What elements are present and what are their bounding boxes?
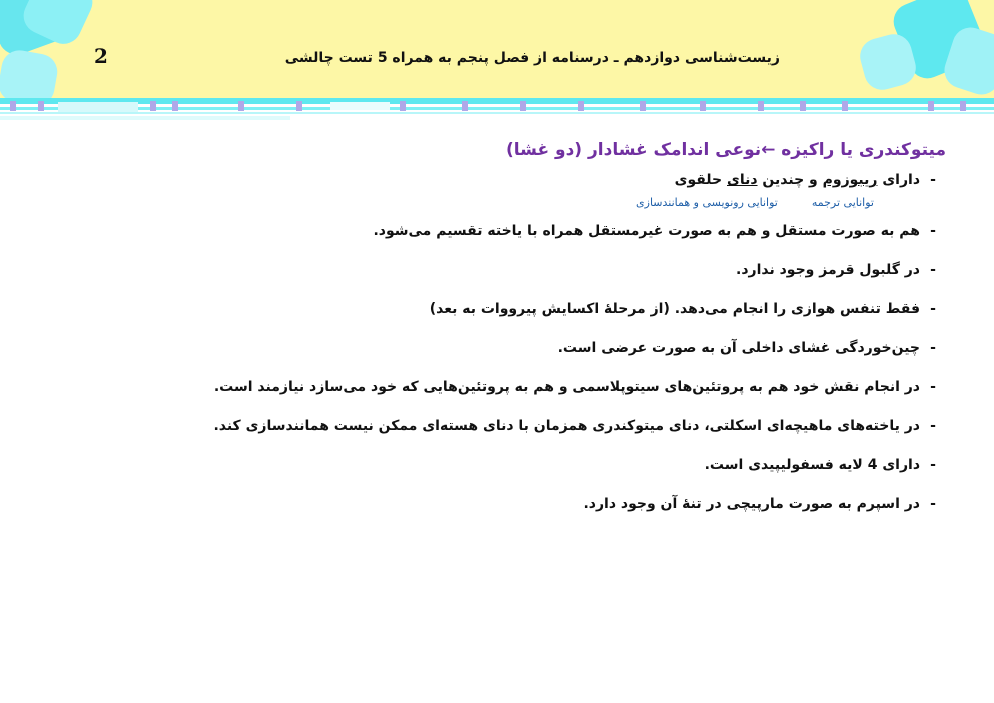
bullet-text: دارای ریبوزوم و چندین دنای حلقوی (674, 172, 920, 188)
header-banner (0, 0, 994, 100)
bullet-text: در اسپرم به صورت مارپیچی در تنهٔ آن وجود دارد. (583, 496, 920, 512)
bullet-dash: - (930, 301, 936, 317)
page-number: 2 (94, 44, 108, 68)
list-item (46, 377, 946, 397)
note-ribosome: توانایی ترجمه (811, 196, 874, 209)
bullet-text: چین‌خوردگی غشای داخلی آن به صورت عرضی است. (557, 340, 920, 356)
list-item (46, 221, 946, 241)
bullet-text: هم به صورت مستقل و هم به صورت غیرمستقل همراه با یاخته تقسیم می‌شود. (373, 223, 920, 239)
annotation-notes (46, 196, 874, 209)
note-dna: توانایی رونویسی و همانندسازی (636, 196, 778, 209)
dna-term: دنای (727, 172, 758, 188)
bullet-dash: - (930, 340, 936, 356)
list-item (46, 299, 946, 319)
list-item (46, 416, 946, 436)
list-item (46, 338, 946, 358)
main-content (46, 140, 946, 514)
list-item (46, 455, 946, 475)
bullet-text: در یاخته‌های ماهیچه‌ای اسکلتی، دنای میتوکندری همزمان با دنای هسته‌ای ممکن نیست همانندسازی کند. (213, 418, 920, 434)
bullet-dash: - (930, 496, 936, 512)
list-item (46, 494, 946, 514)
bullet-text: در انجام نقش خود هم به پروتئین‌های سیتوپلاسمی و هم به پروتئین‌هایی که خود می‌سازد نیازمند است. (213, 379, 920, 395)
bullet-list-rest (46, 221, 946, 514)
bullet-dash: - (930, 418, 936, 434)
page-title: زیست‌شناسی دوازدهم ـ درسنامه از فصل پنجم به همراه 5 تست چالشی (284, 50, 780, 66)
ribosome-term: ریبوزوم (822, 172, 878, 188)
bullet-dash: - (930, 379, 936, 395)
decorative-square-left-3 (0, 48, 60, 100)
bullet-dash: - (930, 457, 936, 473)
bullet-text: در گلبول قرمز وجود ندارد. (736, 262, 920, 278)
bullet-text: دارای 4 لایه فسفولیپیدی است. (704, 457, 920, 473)
bullet-text: فقط تنفس هوازی را انجام می‌دهد. (از مرحلهٔ اکسایش پیرووات به بعد) (429, 301, 920, 317)
bullet-list (46, 170, 946, 190)
bullet-dash: - (930, 172, 936, 188)
section-title: میتوکندری یا راکیزه ←نوعی اندامک غشادار (دو غشا) (506, 140, 946, 160)
bullet-dash: - (930, 262, 936, 278)
list-item (46, 260, 946, 280)
list-item (46, 170, 946, 190)
bullet-dash: - (930, 223, 936, 239)
decorative-stripes (0, 98, 994, 122)
